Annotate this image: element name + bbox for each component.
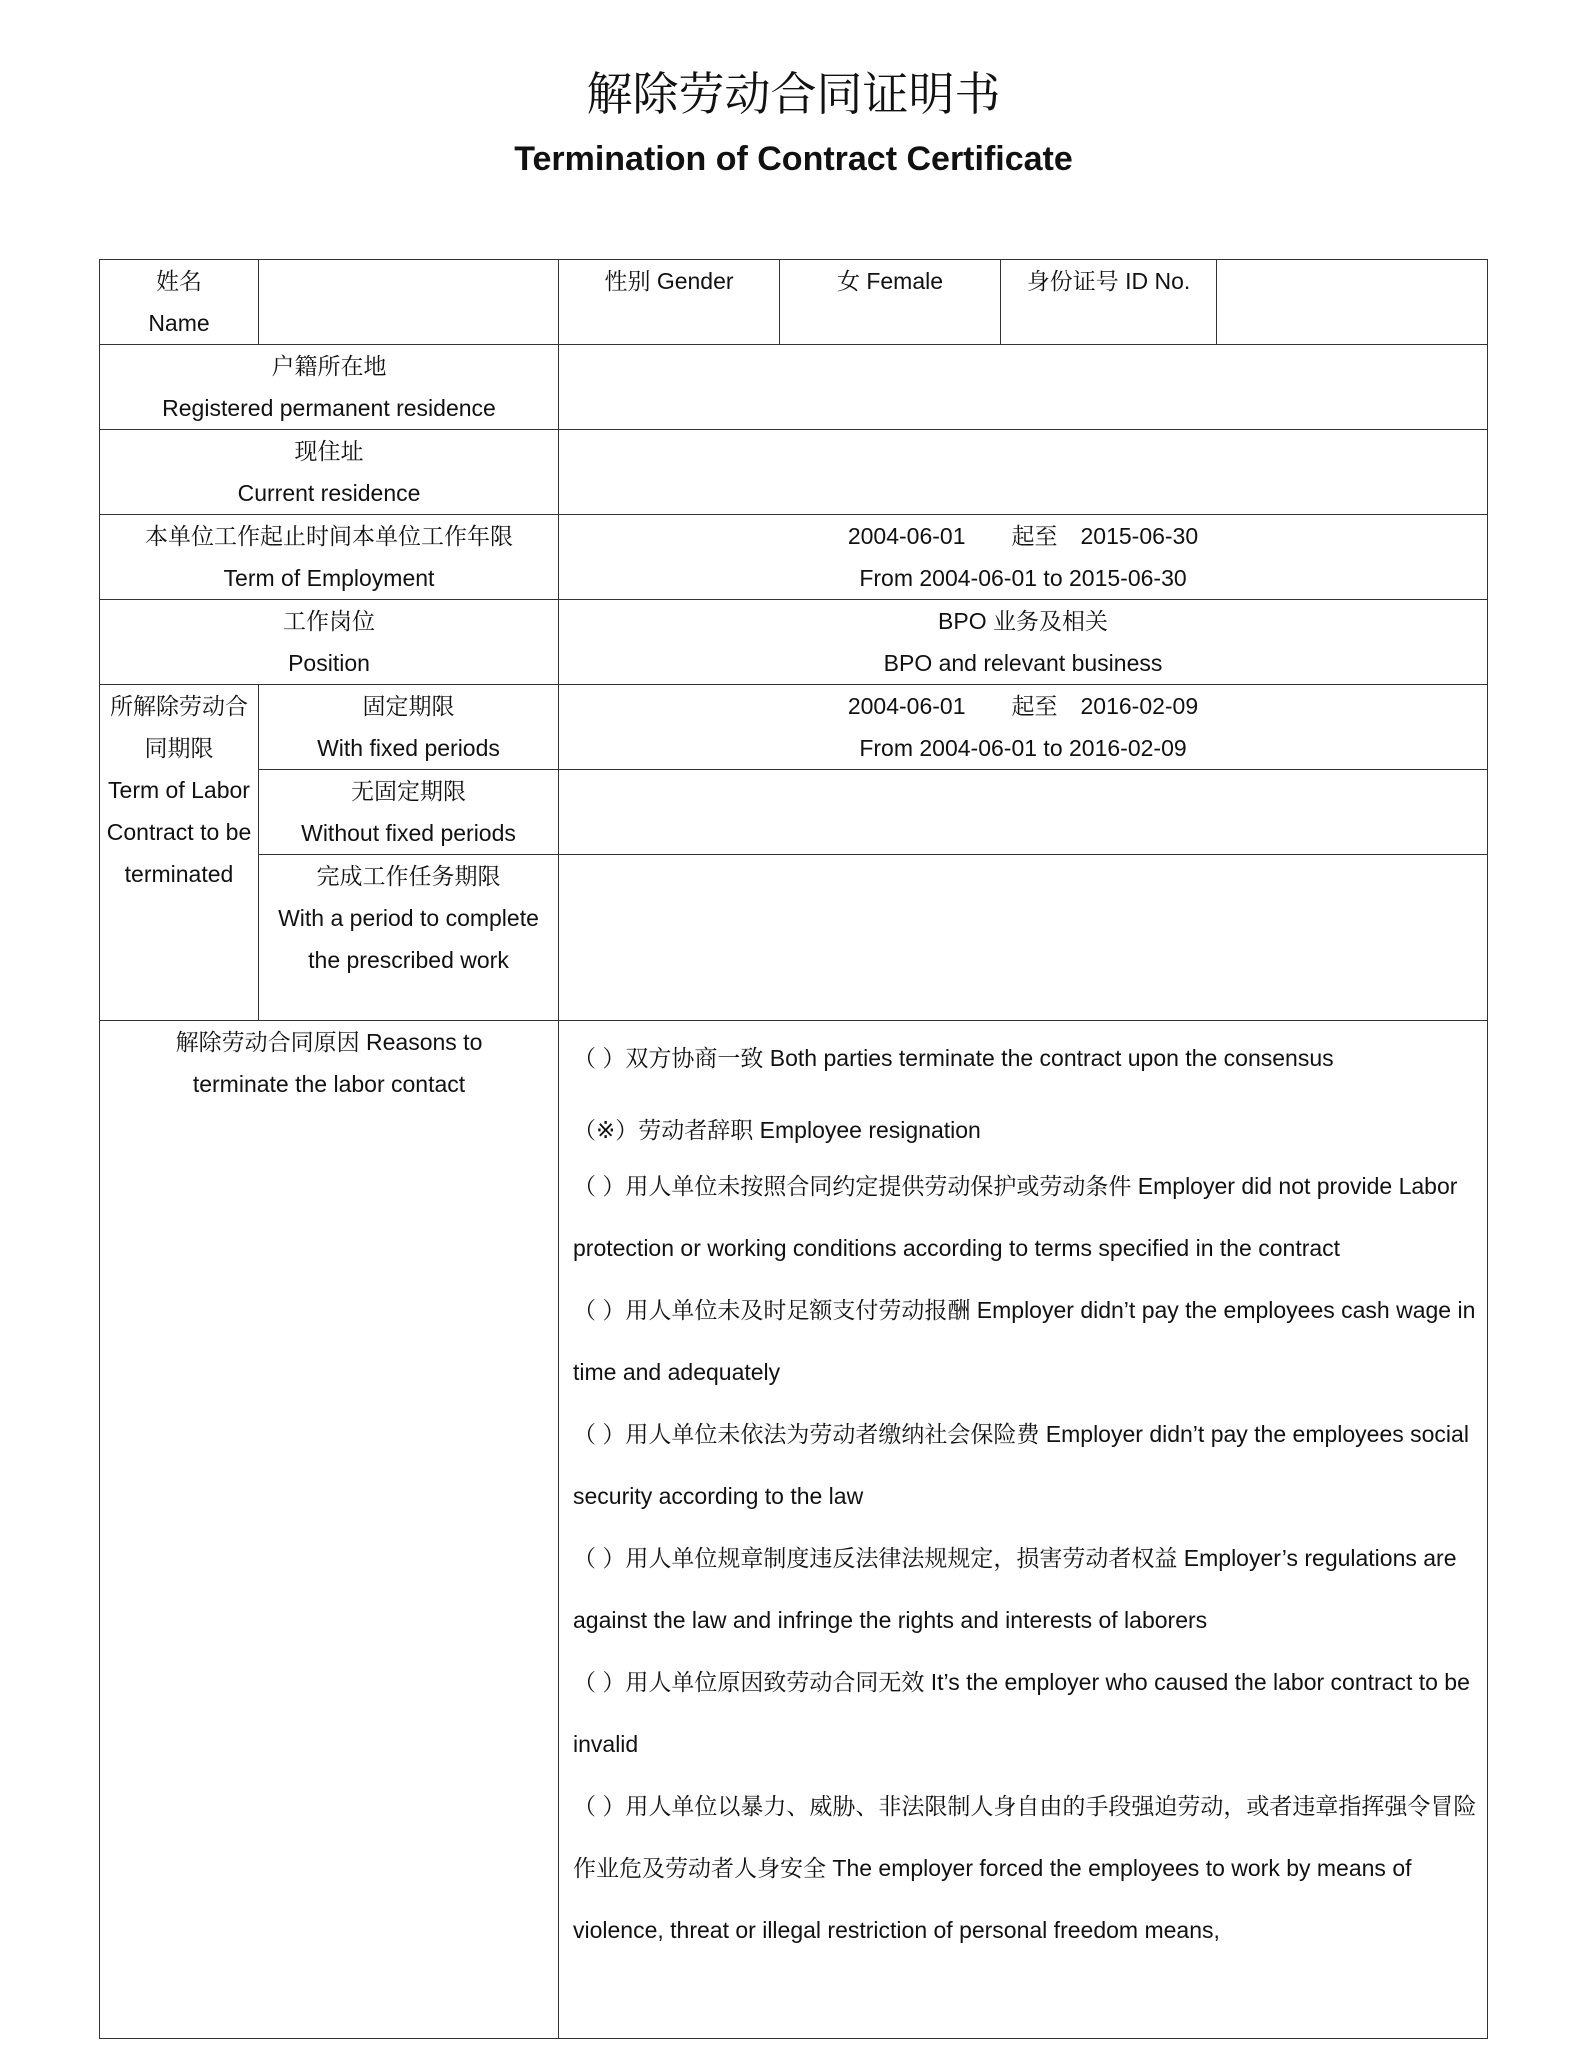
name-value	[259, 260, 559, 345]
unfixed-label-zh: 无固定期限	[351, 778, 466, 804]
term-label	[100, 515, 559, 600]
reasons-list	[559, 1021, 1488, 2039]
contract-term-label	[100, 685, 259, 1021]
fixed-value-zh: 2004-06-01 起至 2016-02-09	[847, 693, 1199, 719]
id-value	[1217, 260, 1488, 345]
position-label	[100, 600, 559, 685]
id-label: 身份证号 ID No.	[1001, 260, 1217, 345]
certificate-table	[99, 259, 1488, 2039]
position-value-zh: BPO 业务及相关	[938, 608, 1108, 634]
current-residence-label	[100, 430, 559, 515]
task-label-zh: 完成工作任务期限	[316, 863, 501, 889]
gender-value: 女 Female	[780, 260, 1001, 345]
residence-value	[559, 345, 1488, 430]
reasons-label: 解除劳动合同原因 Reasons to terminate the labor contact	[100, 1021, 559, 2039]
position-value	[559, 600, 1488, 685]
current-residence-value	[559, 430, 1488, 515]
gender-label: 性别 Gender	[559, 260, 780, 345]
term-label-zh: 本单位工作起止时间本单位工作年限	[145, 523, 513, 549]
current-label-en: Current residence	[237, 480, 421, 506]
fixed-label-en: With fixed periods	[317, 735, 500, 761]
task-period-value	[559, 855, 1488, 1021]
reason-item: （※）劳动者辞职 Employee resignation	[573, 1117, 981, 1143]
contract-label-zh: 所解除劳动合同期限	[110, 693, 248, 761]
term-label-en: Term of Employment	[223, 565, 435, 591]
reason-item: （ ）用人单位未依法为劳动者缴纳社会保险费 Employer didn’t pay the employees social security according to the law	[573, 1421, 1469, 1509]
reason-item: （ ）用人单位原因致劳动合同无效 It’s the employer who caused the labor contract to be invalid	[573, 1669, 1470, 1757]
name-label-en: Name	[148, 310, 210, 336]
contract-label-en: Term of Labor Contract to be terminated	[106, 777, 252, 887]
position-label-en: Position	[288, 650, 370, 676]
task-label-en: With a period to complete the prescribed work	[278, 905, 539, 973]
reason-item: （ ）用人单位未及时足额支付劳动报酬 Employer didn’t pay the employees cash wage in time and adequately	[573, 1297, 1476, 1385]
reason-item: （ ）用人单位规章制度违反法律法规规定，损害劳动者权益 Employer’s regulations are against the law and infringe the rights and interests of laborers	[573, 1545, 1457, 1633]
term-value	[559, 515, 1488, 600]
current-label-zh: 现住址	[294, 438, 364, 464]
fixed-value-en: From 2004-06-01 to 2016-02-09	[859, 735, 1187, 761]
residence-label-zh: 户籍所在地	[271, 353, 387, 379]
document-subtitle: Termination of Contract Certificate	[514, 140, 1073, 178]
document-title: 解除劳动合同证明书	[586, 67, 1001, 121]
unfixed-period-label	[259, 770, 559, 855]
unfixed-label-en: Without fixed periods	[301, 820, 516, 846]
reason-item: （ ）双方协商一致 Both parties terminate the contract upon the consensus	[573, 1045, 1334, 1071]
fixed-period-value	[559, 685, 1488, 770]
name-label-zh: 姓名	[156, 268, 202, 294]
position-label-zh: 工作岗位	[283, 608, 375, 634]
fixed-period-label	[259, 685, 559, 770]
task-period-label	[259, 855, 559, 1021]
reason-item: （ ）用人单位未按照合同约定提供劳动保护或劳动条件 Employer did not provide Labor protection or working conditions according to terms specified in the contract	[573, 1173, 1458, 1261]
fixed-label-zh: 固定期限	[362, 693, 455, 719]
residence-label-en: Registered permanent residence	[162, 395, 496, 421]
residence-label	[100, 345, 559, 430]
unfixed-period-value	[559, 770, 1488, 855]
name-label	[100, 260, 259, 345]
term-value-zh: 2004-06-01 起至 2015-06-30	[847, 523, 1199, 549]
position-value-en: BPO and relevant business	[883, 650, 1163, 676]
term-value-en: From 2004-06-01 to 2015-06-30	[859, 565, 1187, 591]
reason-item: （ ）用人单位以暴力、威胁、非法限制人身自由的手段强迫劳动，或者违章指挥强令冒险作业危及劳动者人身安全 The employer forced the employees to work by means of violence, threat or illegal restriction of personal freedom means,	[573, 1793, 1477, 1943]
